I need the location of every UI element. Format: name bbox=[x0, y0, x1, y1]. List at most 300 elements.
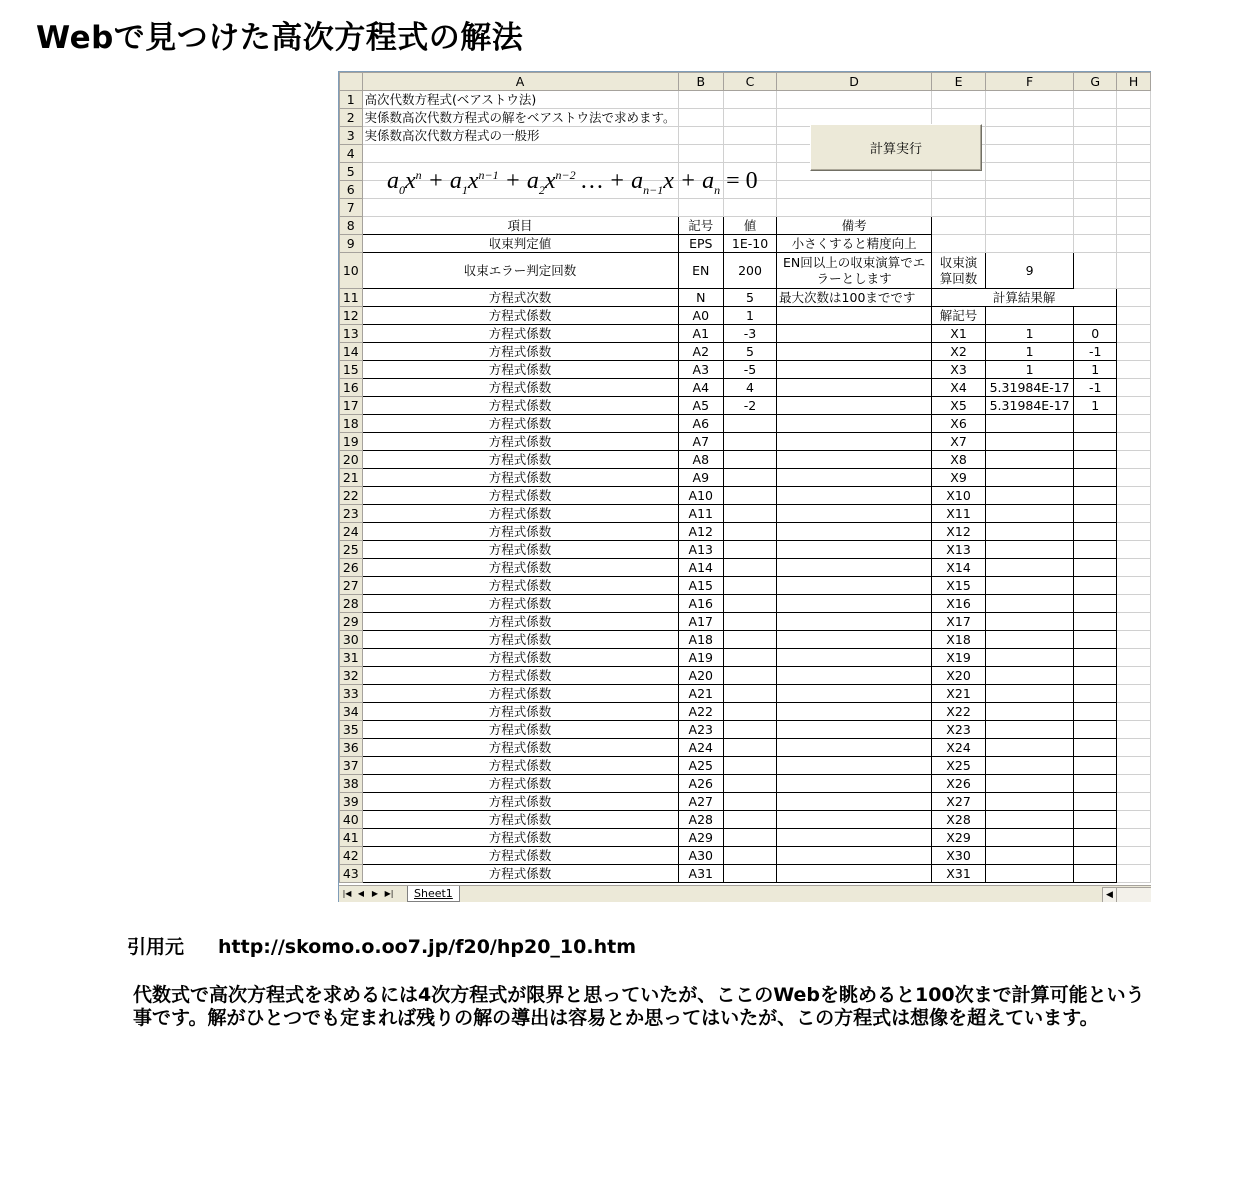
cell[interactable]: X19 bbox=[932, 649, 986, 667]
cell[interactable] bbox=[777, 793, 932, 811]
cell[interactable] bbox=[985, 775, 1073, 793]
row-header[interactable]: 41 bbox=[340, 829, 363, 847]
cell[interactable] bbox=[724, 199, 777, 217]
cell[interactable] bbox=[1117, 757, 1151, 775]
column-header[interactable]: E bbox=[932, 73, 986, 91]
row-header[interactable]: 20 bbox=[340, 451, 363, 469]
cell[interactable] bbox=[724, 631, 777, 649]
cell[interactable]: 収束判定値 bbox=[362, 235, 678, 253]
cell[interactable] bbox=[1074, 127, 1117, 145]
cell[interactable]: X26 bbox=[932, 775, 986, 793]
cell[interactable] bbox=[1074, 505, 1117, 523]
cell[interactable] bbox=[777, 649, 932, 667]
cell[interactable] bbox=[1117, 847, 1151, 865]
cell[interactable] bbox=[1074, 865, 1117, 883]
cell[interactable] bbox=[1074, 523, 1117, 541]
cell[interactable] bbox=[724, 793, 777, 811]
cell[interactable] bbox=[777, 829, 932, 847]
row-header[interactable]: 36 bbox=[340, 739, 363, 757]
column-header[interactable]: D bbox=[777, 73, 932, 91]
cell[interactable] bbox=[777, 307, 932, 325]
cell[interactable] bbox=[1074, 793, 1117, 811]
cell[interactable]: 方程式係数 bbox=[362, 865, 678, 883]
cell[interactable]: 9 bbox=[985, 253, 1073, 289]
cell[interactable] bbox=[985, 163, 1073, 181]
cell[interactable] bbox=[1074, 91, 1117, 109]
cell[interactable]: 方程式係数 bbox=[362, 559, 678, 577]
row-header[interactable]: 23 bbox=[340, 505, 363, 523]
cell[interactable] bbox=[1074, 145, 1117, 163]
cell[interactable] bbox=[1117, 145, 1151, 163]
cell[interactable]: 方程式係数 bbox=[362, 793, 678, 811]
row-header[interactable]: 42 bbox=[340, 847, 363, 865]
cell[interactable]: A18 bbox=[678, 631, 723, 649]
cell[interactable] bbox=[724, 757, 777, 775]
cell[interactable] bbox=[932, 181, 986, 199]
cell[interactable] bbox=[985, 829, 1073, 847]
cell[interactable]: A14 bbox=[678, 559, 723, 577]
cell[interactable] bbox=[1117, 91, 1151, 109]
cell[interactable] bbox=[1117, 829, 1151, 847]
cell[interactable] bbox=[985, 235, 1073, 253]
row-header[interactable]: 19 bbox=[340, 433, 363, 451]
cell[interactable] bbox=[985, 667, 1073, 685]
cell[interactable]: X29 bbox=[932, 829, 986, 847]
cell[interactable]: 1 bbox=[985, 325, 1073, 343]
cell[interactable] bbox=[777, 595, 932, 613]
cell[interactable]: 実係数高次代数方程式の一般形 bbox=[362, 127, 678, 145]
cell[interactable]: 記号 bbox=[678, 217, 723, 235]
cell[interactable]: 方程式係数 bbox=[362, 739, 678, 757]
cell[interactable] bbox=[777, 469, 932, 487]
cell[interactable] bbox=[985, 469, 1073, 487]
cell[interactable] bbox=[1117, 235, 1151, 253]
cell[interactable] bbox=[985, 307, 1073, 325]
cell[interactable] bbox=[985, 649, 1073, 667]
row-header[interactable]: 4 bbox=[340, 145, 363, 163]
source-url[interactable]: http://skomo.o.oo7.jp/f20/hp20_10.htm bbox=[218, 936, 636, 958]
cell[interactable] bbox=[1074, 721, 1117, 739]
row-header[interactable]: 28 bbox=[340, 595, 363, 613]
row-header[interactable]: 31 bbox=[340, 649, 363, 667]
row-header[interactable]: 1 bbox=[340, 91, 363, 109]
row-header[interactable]: 15 bbox=[340, 361, 363, 379]
cell[interactable]: A27 bbox=[678, 793, 723, 811]
cell[interactable] bbox=[985, 847, 1073, 865]
cell[interactable] bbox=[1074, 163, 1117, 181]
cell[interactable]: X3 bbox=[932, 361, 986, 379]
cell[interactable] bbox=[1117, 739, 1151, 757]
cell[interactable]: EPS bbox=[678, 235, 723, 253]
cell[interactable] bbox=[777, 397, 932, 415]
cell[interactable]: A30 bbox=[678, 847, 723, 865]
cell[interactable] bbox=[678, 91, 723, 109]
row-header[interactable]: 22 bbox=[340, 487, 363, 505]
row-header[interactable]: 29 bbox=[340, 613, 363, 631]
row-header[interactable]: 34 bbox=[340, 703, 363, 721]
cell[interactable] bbox=[777, 775, 932, 793]
cell[interactable]: 方程式係数 bbox=[362, 703, 678, 721]
cell[interactable]: 方程式係数 bbox=[362, 775, 678, 793]
cell[interactable]: N bbox=[678, 289, 723, 307]
row-header[interactable]: 43 bbox=[340, 865, 363, 883]
cell[interactable]: 1 bbox=[985, 343, 1073, 361]
row-header[interactable]: 33 bbox=[340, 685, 363, 703]
cell[interactable] bbox=[1074, 631, 1117, 649]
cell[interactable]: -3 bbox=[724, 325, 777, 343]
cell[interactable] bbox=[1074, 235, 1117, 253]
cell[interactable] bbox=[1117, 163, 1151, 181]
row-header[interactable]: 18 bbox=[340, 415, 363, 433]
cell[interactable] bbox=[1074, 181, 1117, 199]
cell[interactable] bbox=[1074, 433, 1117, 451]
cell[interactable] bbox=[985, 127, 1073, 145]
cell[interactable] bbox=[985, 757, 1073, 775]
cell[interactable]: X30 bbox=[932, 847, 986, 865]
cell[interactable] bbox=[777, 451, 932, 469]
cell[interactable] bbox=[1074, 199, 1117, 217]
cell[interactable]: A16 bbox=[678, 595, 723, 613]
cell[interactable] bbox=[1117, 379, 1151, 397]
cell[interactable] bbox=[1117, 415, 1151, 433]
cell[interactable]: 解記号 bbox=[932, 307, 986, 325]
cell[interactable]: -5 bbox=[724, 361, 777, 379]
cell[interactable] bbox=[1117, 217, 1151, 235]
cell[interactable] bbox=[1117, 649, 1151, 667]
row-header[interactable]: 11 bbox=[340, 289, 363, 307]
cell[interactable]: A2 bbox=[678, 343, 723, 361]
cell[interactable] bbox=[777, 523, 932, 541]
cell[interactable] bbox=[985, 433, 1073, 451]
scroll-left-icon[interactable]: ◀ bbox=[1103, 888, 1117, 902]
cell[interactable] bbox=[724, 685, 777, 703]
row-header[interactable]: 35 bbox=[340, 721, 363, 739]
cell[interactable] bbox=[362, 145, 678, 163]
cell[interactable]: X9 bbox=[932, 469, 986, 487]
cell[interactable]: 方程式係数 bbox=[362, 685, 678, 703]
cell[interactable] bbox=[985, 505, 1073, 523]
cell[interactable] bbox=[724, 595, 777, 613]
cell[interactable] bbox=[777, 325, 932, 343]
cell[interactable] bbox=[777, 487, 932, 505]
cell[interactable] bbox=[724, 487, 777, 505]
cell[interactable] bbox=[1117, 523, 1151, 541]
cell[interactable] bbox=[777, 541, 932, 559]
cell[interactable]: A31 bbox=[678, 865, 723, 883]
row-header[interactable]: 2 bbox=[340, 109, 363, 127]
cell[interactable]: X22 bbox=[932, 703, 986, 721]
cell[interactable]: X25 bbox=[932, 757, 986, 775]
cell[interactable]: 収束演算回数 bbox=[932, 253, 986, 289]
cell[interactable] bbox=[1074, 253, 1117, 289]
cell[interactable] bbox=[985, 703, 1073, 721]
cell[interactable]: X21 bbox=[932, 685, 986, 703]
cell[interactable] bbox=[932, 199, 986, 217]
cell[interactable] bbox=[985, 181, 1073, 199]
cell[interactable] bbox=[1074, 667, 1117, 685]
cell[interactable] bbox=[724, 145, 777, 163]
cell[interactable]: 方程式係数 bbox=[362, 469, 678, 487]
cell[interactable] bbox=[1074, 109, 1117, 127]
row-header[interactable]: 24 bbox=[340, 523, 363, 541]
cell[interactable]: A28 bbox=[678, 811, 723, 829]
cell[interactable]: A19 bbox=[678, 649, 723, 667]
run-calculation-button[interactable]: 計算実行 bbox=[810, 124, 982, 171]
cell[interactable] bbox=[985, 487, 1073, 505]
cell[interactable] bbox=[724, 523, 777, 541]
cell[interactable] bbox=[1117, 721, 1151, 739]
cell[interactable] bbox=[1074, 451, 1117, 469]
cell[interactable] bbox=[985, 109, 1073, 127]
cell[interactable] bbox=[932, 91, 986, 109]
row-header[interactable]: 25 bbox=[340, 541, 363, 559]
cell[interactable] bbox=[724, 451, 777, 469]
cell[interactable]: A26 bbox=[678, 775, 723, 793]
cell[interactable] bbox=[1117, 541, 1151, 559]
cell[interactable]: 方程式係数 bbox=[362, 649, 678, 667]
cell[interactable] bbox=[1074, 757, 1117, 775]
cell[interactable] bbox=[777, 199, 932, 217]
column-header[interactable]: H bbox=[1117, 73, 1151, 91]
cell[interactable] bbox=[777, 343, 932, 361]
cell[interactable] bbox=[985, 217, 1073, 235]
cell[interactable] bbox=[932, 235, 986, 253]
cell[interactable]: 方程式係数 bbox=[362, 487, 678, 505]
cell[interactable]: A0 bbox=[678, 307, 723, 325]
cell[interactable]: X14 bbox=[932, 559, 986, 577]
cell[interactable]: X7 bbox=[932, 433, 986, 451]
cell[interactable]: 5 bbox=[724, 343, 777, 361]
cell[interactable]: 備考 bbox=[777, 217, 932, 235]
cell[interactable] bbox=[777, 847, 932, 865]
cell[interactable]: 1 bbox=[724, 307, 777, 325]
cell[interactable] bbox=[777, 379, 932, 397]
cell[interactable] bbox=[1117, 433, 1151, 451]
cell[interactable] bbox=[1117, 109, 1151, 127]
cell[interactable]: X27 bbox=[932, 793, 986, 811]
first-sheet-icon[interactable]: |◀ bbox=[342, 889, 352, 898]
cell[interactable]: 方程式係数 bbox=[362, 721, 678, 739]
cell[interactable] bbox=[777, 703, 932, 721]
cell[interactable] bbox=[1074, 703, 1117, 721]
row-header[interactable]: 21 bbox=[340, 469, 363, 487]
cell[interactable]: A22 bbox=[678, 703, 723, 721]
cell[interactable]: A10 bbox=[678, 487, 723, 505]
cell[interactable] bbox=[1117, 577, 1151, 595]
cell[interactable] bbox=[1117, 451, 1151, 469]
cell[interactable]: A1 bbox=[678, 325, 723, 343]
cell[interactable] bbox=[1117, 559, 1151, 577]
cell[interactable]: 実係数高次代数方程式の解をベアストウ法で求めます。 bbox=[362, 109, 678, 127]
cell[interactable]: A25 bbox=[678, 757, 723, 775]
cell[interactable]: 最大次数は100までです bbox=[777, 289, 932, 307]
cell[interactable] bbox=[777, 361, 932, 379]
cell[interactable] bbox=[1074, 775, 1117, 793]
cell[interactable]: EN bbox=[678, 253, 723, 289]
cell[interactable] bbox=[1117, 865, 1151, 883]
cell[interactable] bbox=[985, 91, 1073, 109]
cell[interactable] bbox=[1117, 343, 1151, 361]
row-header[interactable]: 6 bbox=[340, 181, 363, 199]
cell[interactable]: 方程式係数 bbox=[362, 829, 678, 847]
next-sheet-icon[interactable]: ▶ bbox=[371, 889, 379, 898]
cell[interactable]: X4 bbox=[932, 379, 986, 397]
cell[interactable]: 方程式係数 bbox=[362, 631, 678, 649]
cell[interactable] bbox=[1117, 127, 1151, 145]
cell[interactable]: 方程式係数 bbox=[362, 415, 678, 433]
cell[interactable] bbox=[724, 847, 777, 865]
cell[interactable]: X16 bbox=[932, 595, 986, 613]
cell[interactable] bbox=[1117, 613, 1151, 631]
row-header[interactable]: 12 bbox=[340, 307, 363, 325]
cell[interactable]: 1 bbox=[1074, 397, 1117, 415]
cell[interactable]: 方程式係数 bbox=[362, 397, 678, 415]
cell[interactable] bbox=[724, 667, 777, 685]
cell[interactable] bbox=[985, 631, 1073, 649]
cell[interactable] bbox=[1117, 361, 1151, 379]
cell[interactable] bbox=[985, 559, 1073, 577]
cell[interactable] bbox=[777, 415, 932, 433]
cell[interactable]: A20 bbox=[678, 667, 723, 685]
cell[interactable] bbox=[777, 757, 932, 775]
row-header[interactable]: 16 bbox=[340, 379, 363, 397]
cell[interactable] bbox=[1117, 199, 1151, 217]
cell[interactable]: A15 bbox=[678, 577, 723, 595]
cell[interactable] bbox=[1074, 307, 1117, 325]
cell[interactable]: X2 bbox=[932, 343, 986, 361]
cell[interactable] bbox=[777, 91, 932, 109]
cell[interactable] bbox=[1117, 289, 1151, 307]
cell[interactable]: X28 bbox=[932, 811, 986, 829]
cell[interactable] bbox=[724, 91, 777, 109]
cell[interactable]: X10 bbox=[932, 487, 986, 505]
cell[interactable] bbox=[985, 199, 1073, 217]
cell[interactable] bbox=[1117, 703, 1151, 721]
cell[interactable]: 方程式係数 bbox=[362, 541, 678, 559]
cell[interactable]: 方程式係数 bbox=[362, 343, 678, 361]
cell[interactable] bbox=[678, 145, 723, 163]
cell[interactable] bbox=[724, 649, 777, 667]
cell[interactable]: A13 bbox=[678, 541, 723, 559]
cell[interactable]: A11 bbox=[678, 505, 723, 523]
row-header[interactable]: 9 bbox=[340, 235, 363, 253]
cell[interactable]: 方程式係数 bbox=[362, 451, 678, 469]
cell[interactable] bbox=[985, 793, 1073, 811]
cell[interactable] bbox=[985, 145, 1073, 163]
cell[interactable] bbox=[724, 865, 777, 883]
row-header[interactable]: 39 bbox=[340, 793, 363, 811]
cell[interactable]: 方程式係数 bbox=[362, 595, 678, 613]
cell[interactable] bbox=[1117, 253, 1151, 289]
cell[interactable]: -1 bbox=[1074, 343, 1117, 361]
cell[interactable] bbox=[985, 685, 1073, 703]
cell[interactable] bbox=[1074, 541, 1117, 559]
cell[interactable] bbox=[724, 541, 777, 559]
select-all-corner[interactable] bbox=[340, 73, 363, 91]
horizontal-scrollbar[interactable] bbox=[1102, 887, 1151, 902]
cell[interactable]: 計算結果解 bbox=[932, 289, 1117, 307]
column-header[interactable]: A bbox=[362, 73, 678, 91]
cell[interactable] bbox=[1117, 181, 1151, 199]
cell[interactable] bbox=[777, 577, 932, 595]
column-header[interactable]: C bbox=[724, 73, 777, 91]
cell[interactable]: A21 bbox=[678, 685, 723, 703]
cell[interactable]: 4 bbox=[724, 379, 777, 397]
cell[interactable] bbox=[777, 559, 932, 577]
column-header[interactable]: B bbox=[678, 73, 723, 91]
cell[interactable]: 1 bbox=[985, 361, 1073, 379]
cell[interactable]: 方程式係数 bbox=[362, 811, 678, 829]
cell[interactable]: 方程式係数 bbox=[362, 847, 678, 865]
cell[interactable] bbox=[932, 217, 986, 235]
row-header[interactable]: 5 bbox=[340, 163, 363, 181]
cell[interactable] bbox=[1074, 415, 1117, 433]
cell[interactable]: 5.31984E-17 bbox=[985, 379, 1073, 397]
cell[interactable]: 方程式係数 bbox=[362, 307, 678, 325]
cell[interactable]: X11 bbox=[932, 505, 986, 523]
row-header[interactable]: 26 bbox=[340, 559, 363, 577]
cell[interactable]: 項目 bbox=[362, 217, 678, 235]
row-header[interactable]: 8 bbox=[340, 217, 363, 235]
cell[interactable] bbox=[1074, 829, 1117, 847]
cell[interactable]: A9 bbox=[678, 469, 723, 487]
cell[interactable] bbox=[1074, 595, 1117, 613]
row-header[interactable]: 17 bbox=[340, 397, 363, 415]
cell[interactable] bbox=[1117, 685, 1151, 703]
cell[interactable]: X18 bbox=[932, 631, 986, 649]
last-sheet-icon[interactable]: ▶| bbox=[384, 889, 394, 898]
cell[interactable] bbox=[1117, 469, 1151, 487]
cell[interactable] bbox=[724, 415, 777, 433]
cell[interactable]: A17 bbox=[678, 613, 723, 631]
cell[interactable]: A29 bbox=[678, 829, 723, 847]
cell[interactable]: X15 bbox=[932, 577, 986, 595]
cell[interactable] bbox=[985, 811, 1073, 829]
cell[interactable]: A24 bbox=[678, 739, 723, 757]
cell[interactable]: X8 bbox=[932, 451, 986, 469]
cell[interactable] bbox=[985, 415, 1073, 433]
cell[interactable] bbox=[777, 721, 932, 739]
cell[interactable]: X5 bbox=[932, 397, 986, 415]
cell[interactable]: A4 bbox=[678, 379, 723, 397]
cell[interactable]: 方程式係数 bbox=[362, 361, 678, 379]
cell[interactable] bbox=[1117, 667, 1151, 685]
cell[interactable] bbox=[724, 469, 777, 487]
cell[interactable]: 200 bbox=[724, 253, 777, 289]
cell[interactable]: 方程式係数 bbox=[362, 523, 678, 541]
cell[interactable] bbox=[1117, 307, 1151, 325]
cell[interactable]: 値 bbox=[724, 217, 777, 235]
row-header[interactable]: 7 bbox=[340, 199, 363, 217]
cell[interactable] bbox=[1074, 649, 1117, 667]
row-header[interactable]: 37 bbox=[340, 757, 363, 775]
cell[interactable] bbox=[1074, 685, 1117, 703]
cell[interactable] bbox=[678, 199, 723, 217]
cell[interactable] bbox=[985, 721, 1073, 739]
cell[interactable] bbox=[724, 721, 777, 739]
cell[interactable] bbox=[724, 613, 777, 631]
cell[interactable] bbox=[1117, 775, 1151, 793]
cell[interactable]: 方程式係数 bbox=[362, 379, 678, 397]
cell[interactable]: X31 bbox=[932, 865, 986, 883]
row-header[interactable]: 3 bbox=[340, 127, 363, 145]
cell[interactable]: 方程式次数 bbox=[362, 289, 678, 307]
cell[interactable] bbox=[724, 559, 777, 577]
row-header[interactable]: 27 bbox=[340, 577, 363, 595]
column-header[interactable]: F bbox=[985, 73, 1073, 91]
cell[interactable] bbox=[1117, 631, 1151, 649]
cell[interactable]: 0 bbox=[1074, 325, 1117, 343]
